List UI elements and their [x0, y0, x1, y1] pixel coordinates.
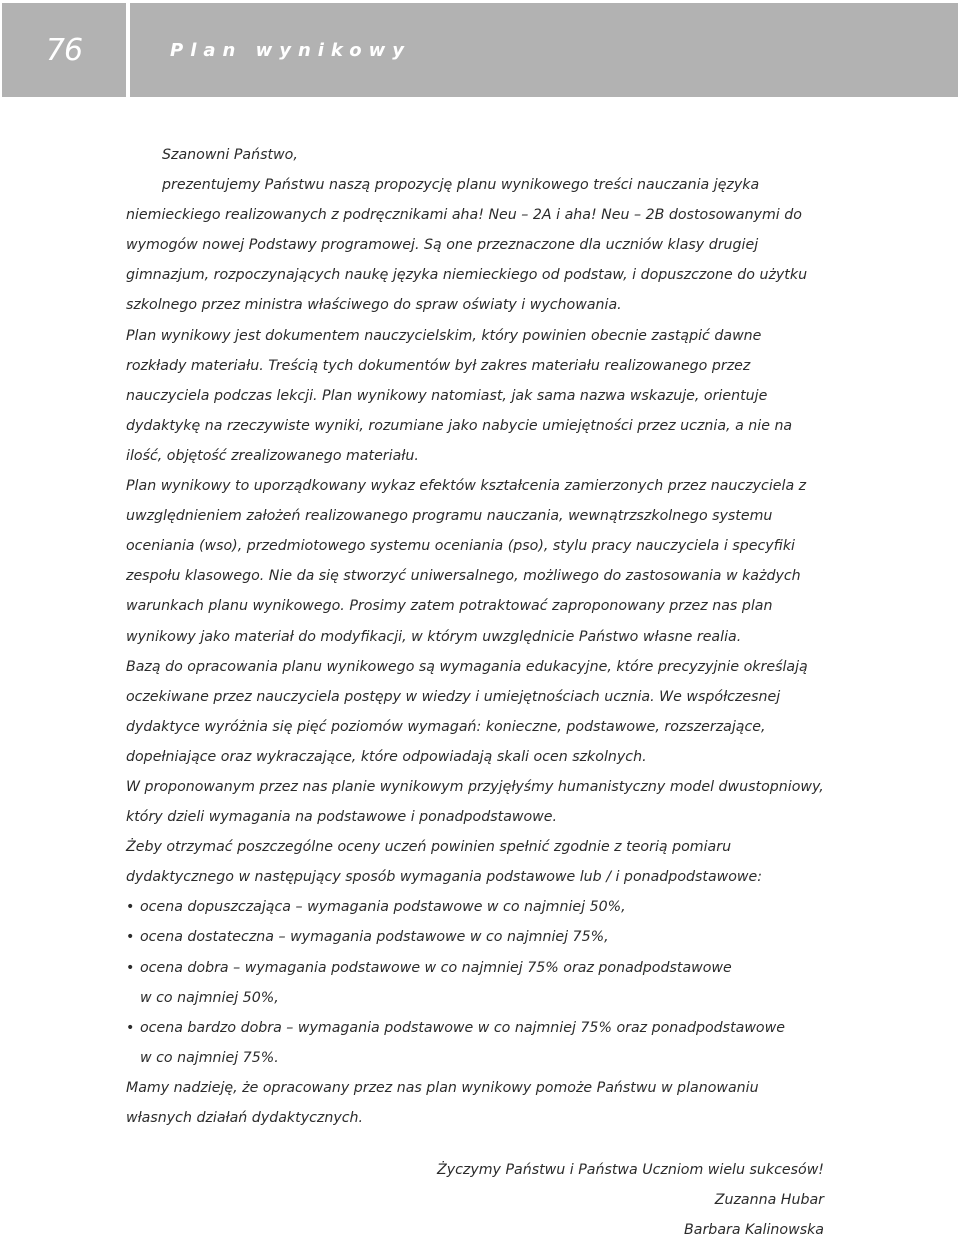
bullet-icon: •: [126, 929, 135, 946]
letter-body: [126, 140, 826, 1133]
paragraph-model: W proponowanym przez nas planie wynikowym przyjęłyśmy humanistyczny model dwustopniowy, który dzieli wymagania na podstawowe i ponadpodstawowe.: [126, 778, 824, 826]
author-name: Barbara Kalinowska: [684, 1222, 824, 1239]
list-item: [126, 892, 826, 922]
bullet-icon: •: [126, 1019, 135, 1036]
list-item-continuation: w co najmniej 75%.: [140, 1049, 279, 1066]
list-item-text: ocena dobra – wymagania podstawowe w co najmniej 75% oraz ponadpodstawowe: [140, 959, 732, 976]
list-item-text: ocena bardzo dobra – wymagania podstawowe w co najmniej 75% oraz ponadpodstawowe: [140, 1019, 785, 1036]
bullet-icon: •: [126, 899, 135, 916]
page-number: 76: [45, 32, 83, 68]
author-name: Zuzanna Hubar: [714, 1192, 824, 1209]
greeting: Szanowni Państwo,: [162, 147, 298, 163]
page-header: [2, 3, 958, 97]
page-title: Plan wynikowy: [170, 39, 411, 61]
list-item: [126, 953, 826, 983]
list-item-text: ocena dostateczna – wymagania podstawowe w co najmniej 75%,: [140, 929, 609, 946]
list-item-continuation: w co najmniej 50%,: [140, 989, 279, 1006]
list-item: [126, 1013, 826, 1043]
closing-wish: Życzymy Państwu i Państwa Uczniom wielu sukcesów!: [436, 1162, 824, 1178]
paragraph-plan-definition: Plan wynikowy jest dokumentem nauczycielskim, który powinien obecnie zastąpić dawne rozkłady materiału. Treścią tych dokumentów był zakres materiału realizowanego przez nauczyciela podczas lekcji. Plan wynikowy natomiast, jak sama nazwa wskazuje, orientuje dydaktykę na rzeczywiste wyniki, rozumiane jako nabycie umiejętności przez ucznia, a nie na ilość, objętość zrealizowanego materiału.: [126, 327, 793, 464]
paragraph-plan-structure: Plan wynikowy to uporządkowany wykaz efektów kształcenia zamierzonych przez nauczyciela z uwzględnieniem założeń realizowanego programu nauczania, wewnątrzszkolnego systemu oceniania (wso), przedmiotowego systemu oceniania (pso), stylu pracy nauczyciela i specyfiki zespołu klasowego. Nie da się stworzyć uniwersalnego, możliwego do zastosowania w każdych warunkach planu wynikowego. Prosimy zatem potraktować zaproponowany przez nas plan wynikowy jako materiał do modyfikacji, w którym uwzględnicie Państwo własne realia.: [126, 478, 807, 645]
paragraph-grades-intro: Żeby otrzymać poszczególne oceny uczeń powinien spełnić zgodnie z teorią pomiaru dydaktycznego w następujący sposób wymagania podstawowe lub / i ponadpodstawowe:: [126, 839, 763, 886]
paragraph-requirements: Bazą do opracowania planu wynikowego są wymagania edukacyjne, które precyzyjnie określają oczekiwane przez nauczyciela postępy w wiedzy i umiejętnościach ucznia. We współczesnej dydaktyce wyróżnia się pięć poziomów wymagań: konieczne, podstawowe, rozszerzające, dopełniające oraz wykraczające, które odpowiadają skali ocen szkolnych.: [126, 658, 808, 765]
paragraph-intro: prezentujemy Państwu naszą propozycję planu wynikowego treści nauczania języka niemieckiego realizowanych z podręcznikami aha! Neu – 2A i aha! Neu – 2B dostosowanymi do wymogów nowej Podstawy programowej. Są one przeznaczone dla uczniów klasy drugiej gimnazjum, rozpoczynających naukę języka niemieckiego od podstaw, i dopuszczone do użytku szkolnego przez ministra właściwego do spraw oświaty i wychowania.: [126, 177, 808, 314]
bullet-icon: •: [126, 959, 135, 976]
paragraph-closing: Mamy nadzieję, że opracowany przez nas plan wynikowy pomoże Państwu w planowaniu własnych działań dydaktycznych.: [126, 1079, 759, 1126]
list-item: [126, 922, 826, 952]
signature-block: [437, 1155, 824, 1245]
list-item-text: ocena dopuszczająca – wymagania podstawowe w co najmniej 50%,: [140, 899, 626, 916]
